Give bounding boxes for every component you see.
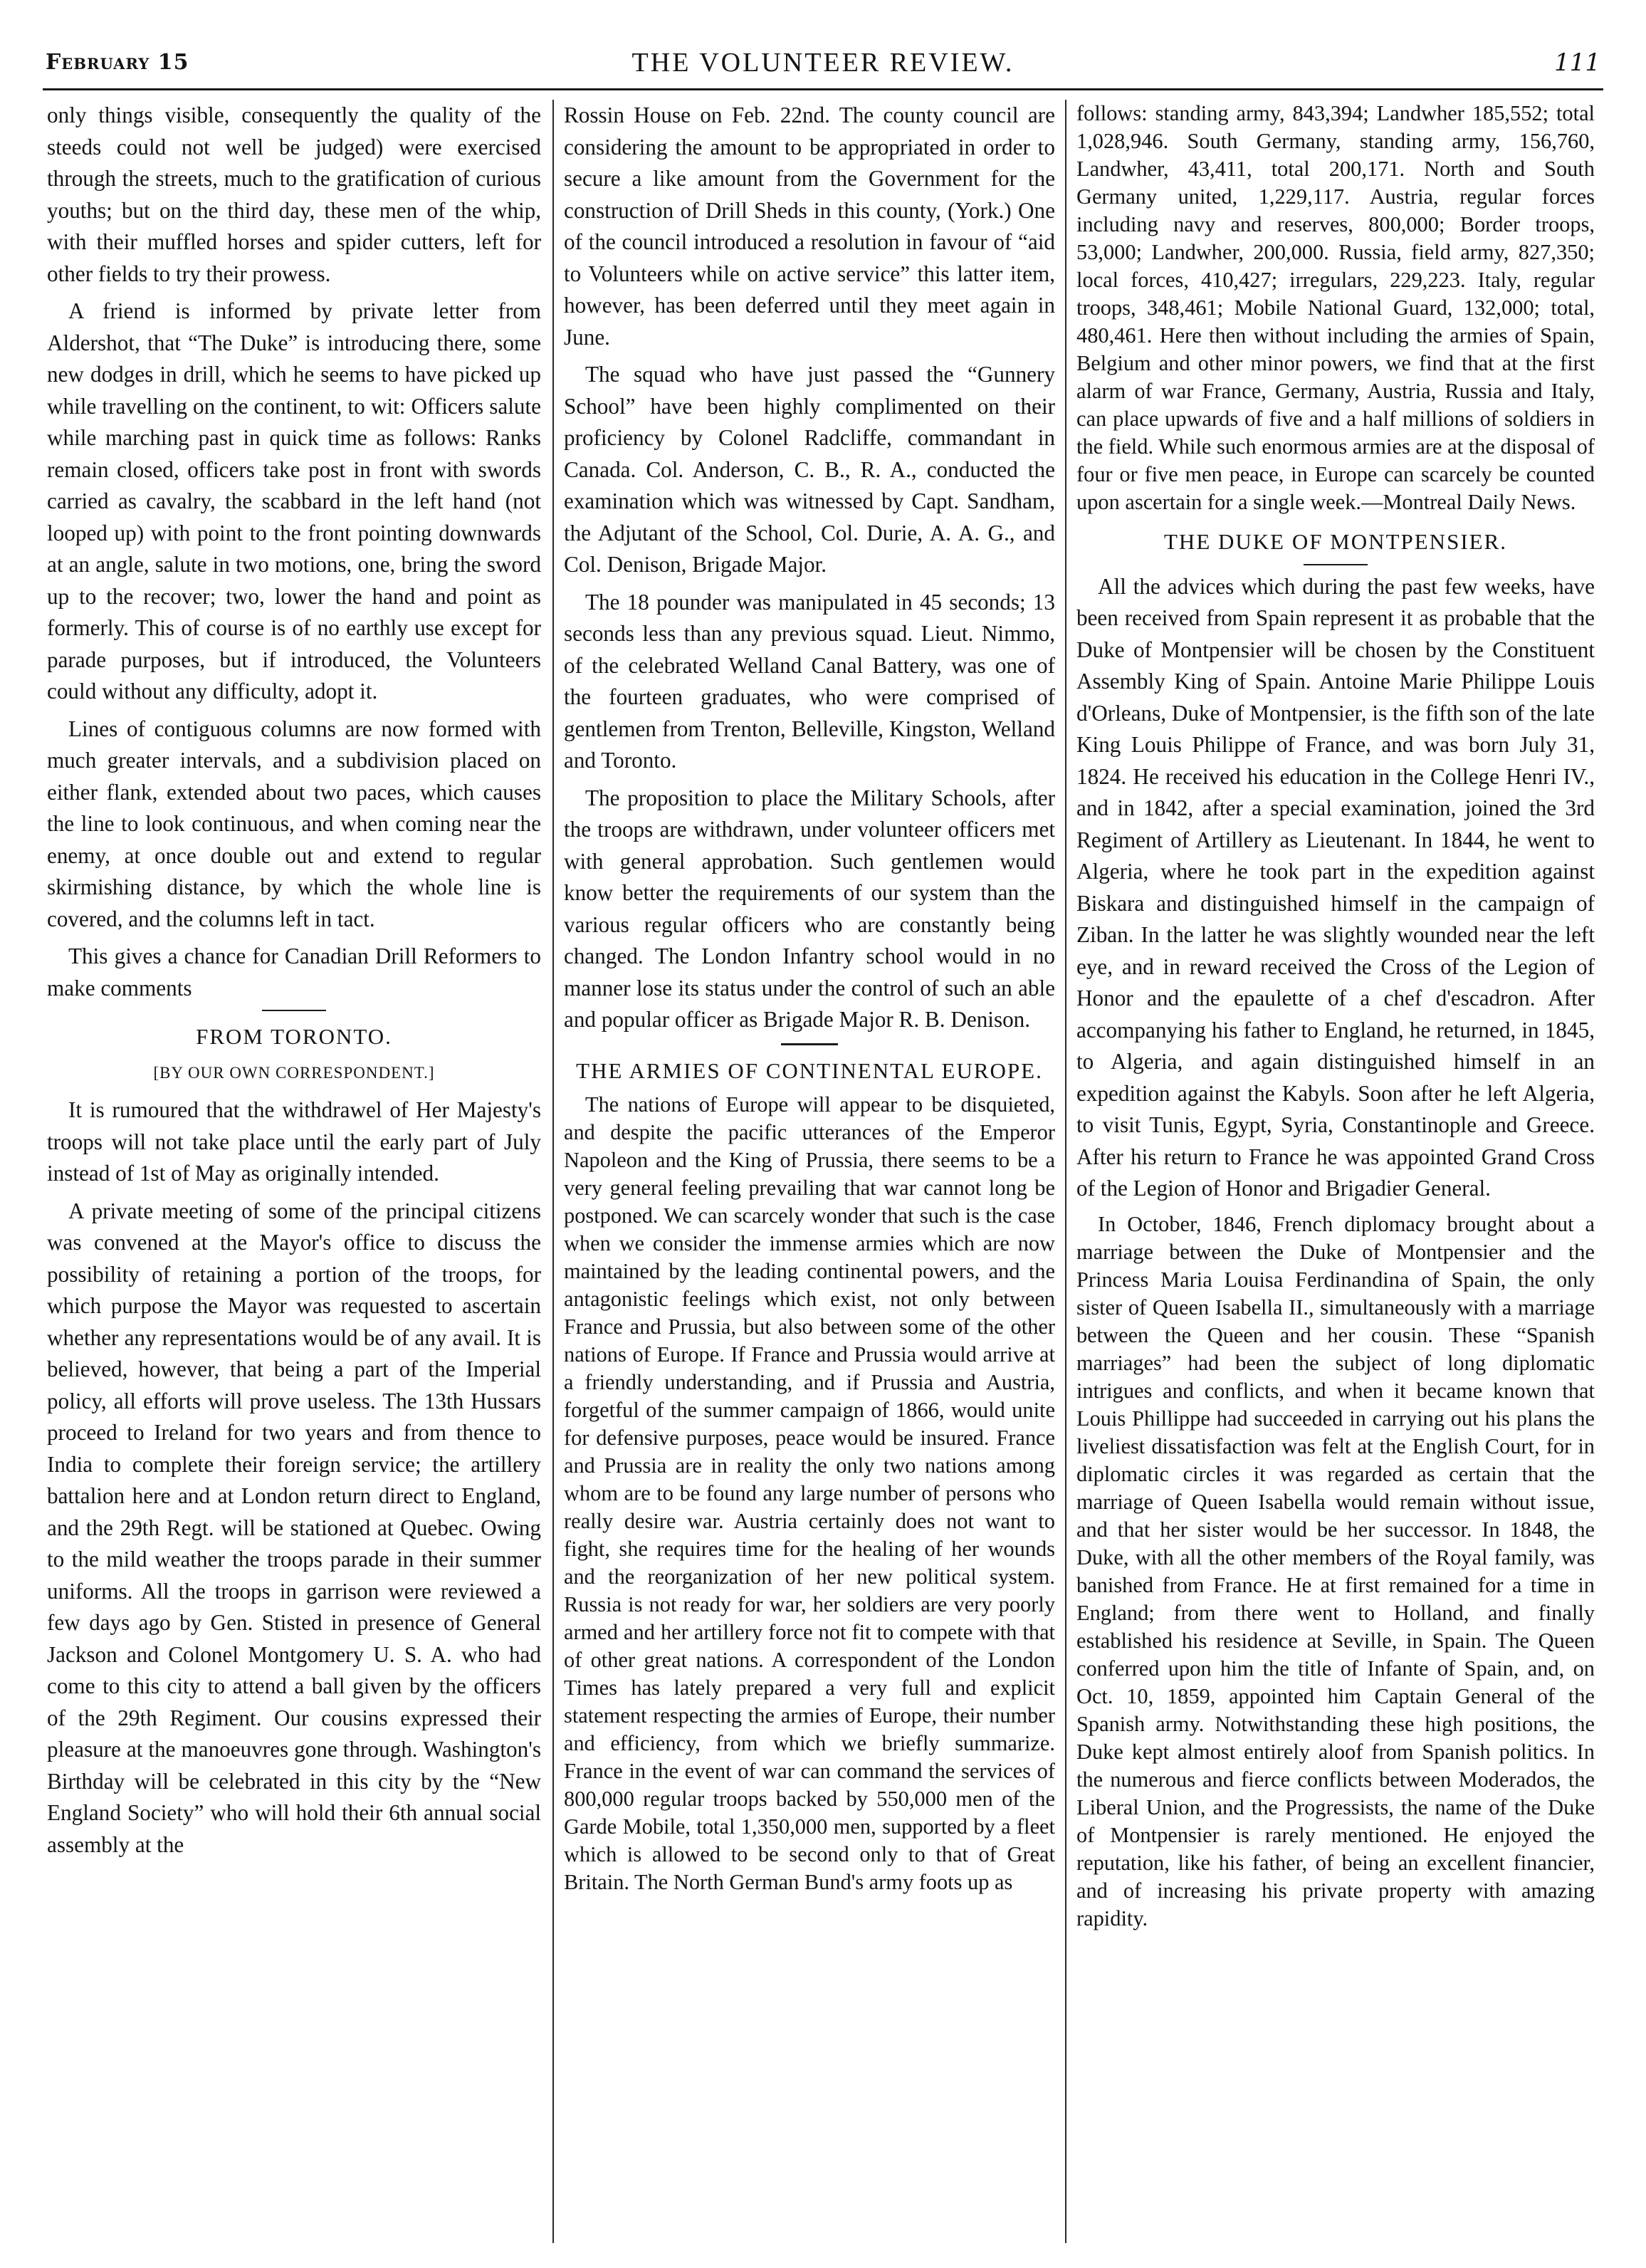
section-title-armies: THE ARMIES OF CONTINENTAL EUROPE. [576,1057,1043,1083]
article-paragraph: The squad who have just passed the “Gunnery School” have been highly complimented on their proficiency by Colonel Radcliffe, commandant in Canada. Col. Anderson, C. B., R. A., conducted the examination which was witnessed by Capt. Sandham, the Adjutant of the School, Col. Durie, A. A. G., and Col. Denison, Brigade Major. [564,362,1055,577]
column-2 [564,100,1055,2243]
running-head [43,47,1603,83]
column-1 [47,100,541,2243]
article-paragraph: It is rumoured that the withdrawel of Her Majesty's troops will not take place until the early part of July instead of 1st of May as originally intended. [47,1097,541,1186]
section-title-from-toronto: FROM TORONTO. [196,1024,392,1049]
duke-article-continued [1076,1211,1595,1933]
page-number: 111 [1554,48,1600,77]
article-paragraph: The proposition to place the Military Schools, after the troops are withdrawn, under volunteer officers met with general approbation. Such gentlemen would know better the requirements of our system than the various regular officers who are constantly being changed. The London Infantry school would in no manner lose its status under the control of such an able and popular officer as Brigade Major R. B. Denison. [564,785,1055,1032]
byline: [BY OUR OWN CORRESPONDENT.] [153,1063,435,1082]
article-paragraph: A private meeting of some of the principal citizens was convened at the Mayor's office to discuss the possibility of retaining a portion of the troops, for which purpose the Mayor was requested to ascertain whether any representations would be of any avail. It is believed, however, that being a part of the Imperial policy, all efforts will prove useless. The 13th Hussars proceed to Ireland for two years and from thence to India to complete their foreign service; the artillery battalion here and at London return direct to England, and the 29th Regt. will be stationed at Quebec. Owing to the mild weather the troops parade in their summer uniforms. All the troops in garrison were reviewed a few days ago by Gen. Stisted in presence of General Jackson and Colonel Montgomery U. S. A. who had come to this city to attend a ball given by the officers of the 29th Regiment. Our cousins expressed their pleasure at the manoeuvres gone through. Washington's Birthday will be celebrated in this city by the “New England Society” who will hold their 6th annual social assembly at the [47,1198,541,1857]
armies-article-continued [1076,100,1595,516]
header-rule [43,88,1603,90]
section-divider [1304,564,1368,565]
column-divider [552,100,554,2243]
section-divider [781,1043,838,1045]
article-paragraph: The nations of Europe will appear to be disquieted, and despite the pacific utterances of the Emperor Napoleon and the King of Prussia, there seems to be a very general feeling prevailing that war cannot long be postponed. We can scarcely wonder that such is the case when we consider the immense armies which are now maintained by the leading continental powers, and the antagonistic feelings which exist, not only between France and Prussia, but also between some of the other nations of Europe. If France and Prussia would arrive at a friendly understanding, and if Prussia and Austria, forgetful of the summer campaign of 1866, would unite for defensive purposes, peace would be insured. France and Prussia are in reality the only two nations among whom are to be found any large number of persons who really desire war. Austria certainly does not want to fight, she requires time for the healing of her wounds and the reorganization of her new political system. Russia is not ready for war, her soldiers are very poorly armed and her artillery force not fit to compete with that of other great nations. A correspondent of the London Times has lately prepared a very full and explicit statement respecting the armies of Europe, their number and efficiency, from which we briefly summarize. France in the event of war can command the services of 800,000 regular troops backed by 550,000 men of the Garde Mobile, total 1,350,000 men, supported by a fleet which is allowed to be second only to that of Great Britain. The North German Bund's army foots up as [564,1092,1055,1894]
publication-title: THE VOLUNTEER REVIEW. [631,48,1015,78]
article-paragraph: All the advices which during the past few weeks, have been received from Spain represent it as probable that the Duke of Montpensier will be chosen by the Constituent Assembly King of Spain. Antoine Marie Philippe Louis d'Orleans, Duke of Montpensier, is the fifth son of the late King Louis Philippe of France, and was born July 31, 1824. He received his education in the College Henri IV., and in 1842, after a special examination, joined the 3rd Regiment of Artillery as Lieutenant. In 1844, he went to Algeria, where he took part in the expedition against Biskara and distinguished himself in the campaign of Ziban. In the latter he was slightly wounded near the left eye, and in reward received the Cross of the Legion of Honor and the epaulette of a chef d'escadron. After accompanying his father to England, he returned, in 1845, to Algeria, and again distinguished himself in an expedition against the Kabyls. Soon after he left Algeria, to visit Tunis, Egypt, Syria, Constantinople and Greece. After his return to France he was appointed Grand Cross of the Legion of Honor and Brigadier General. [1076,573,1595,1201]
article-paragraph: Rossin House on Feb. 22nd. The county council are considering the amount to be appropriated in order to secure a like amount from the Government for the construction of Drill Sheds in this county, (York.) One of the council introduced a resolution in favour of “aid to Volunteers while on active service” this latter item, however, has been deferred until they meet again in June. [564,103,1055,350]
section-title-duke: THE DUKE OF MONTPENSIER. [1164,529,1507,554]
article-paragraph: only things visible, consequently the quality of the steeds could not well be judged) were exercised through the streets, much to the gratification of curious youths; but on the third day, these men of the whip, with their muffled horses and spider cutters, left for other fields to try their prowess. [47,103,541,286]
header-date: February 15 [46,50,189,75]
article-paragraph: follows: standing army, 843,394; Landwher 185,552; total 1,028,946. South Germany, standing army, 156,760, Landwher, 43,411, total 200,171. North and South Germany united, 1,229,117. Austria, regular forces including navy and reserves, 800,000; Border troops, 53,000; Landwher, 200,000. Russia, field army, 827,350; local forces, 410,427; irregulars, 229,223. Italy, regular troops, 348,461; Mobile National Guard, 132,000; total, 480,461. Here then without including the armies of Spain, Belgium and other minor powers, we find that at the first alarm of war France, Germany, Austria, Russia and Italy, can place upwards of five and a half millions of soldiers in the field. While such enormous armies are at the disposal of four or five men peace, in Europe can scarcely be counted upon ascertain for a single week.—Montreal Daily News. [1076,101,1595,514]
article-paragraph: Lines of contiguous columns are now formed with much greater intervals, and a subdivision placed on either flank, extended about two paces, which causes the line to look continuous, and when coming near the enemy, at once double out and extend to regular skirmishing distance, by which the whole line is covered, and the columns left in tact. [47,716,541,931]
armies-article [564,1091,1055,1896]
article-paragraph: The 18 pounder was manipulated in 45 seconds; 13 seconds less than any previous squad. Lieut. Nimmo, of the celebrated Welland Canal Battery, was one of the fourteen graduates, who were comprised of gentlemen from Trenton, Belleville, Kingston, Welland and Toronto. [564,589,1055,773]
article-paragraph: In October, 1846, French diplomacy brought about a marriage between the Duke of Montpensier and the Princess Maria Louisa Ferdinandina of Spain, the only sister of Queen Isabella II., simultaneously with a marriage between the Queen and her cousin. These “Spanish marriages” had been the subject of long diplomatic intrigues and conflicts, and when it became known that Louis Phillippe had succeeded in carrying out his plans the liveliest dissatisfaction was felt at the English Court, for in diplomatic circles it was regarded as certain that the marriage of Queen Isabella would remain without issue, and that her sister would be her successor. In 1848, the Duke, with all the other members of the Royal family, was banished from France. He at first remained for a time in England; from there went to Holland, and finally established his residence at Seville, in Spain. The Queen conferred upon him the title of Infante of Spain, and, on Oct. 10, 1859, appointed him Captain General of the Spanish army. Notwithstanding these high positions, the Duke kept almost entirely aloof from Spanish politics. In the numerous and fierce conflicts between Moderados, the Liberal Union, and the Progressists, the name of the Duke of Montpensier is rarely mentioned. He enjoyed the reputation, like his father, of being an excellent financier, and of increasing his private property with amazing rapidity. [1076,1211,1595,1930]
column-3 [1076,100,1595,2243]
article-paragraph: This gives a chance for Canadian Drill Reformers to make comments [47,944,541,1000]
section-divider [262,1010,326,1011]
column-divider [1065,100,1066,2243]
article-paragraph: A friend is informed by private letter from Aldershot, that “The Duke” is introducing there, some new dodges in drill, which he seems to have picked up while travelling on the continent, to wit: Officers salute while marching past in quick time as follows: Ranks remain closed, officers take post in front with swords carried as cavalry, the scabbard in the left hand (not looped up) with point to the front pointing downwards at an angle, salute in two motions, one, bring the sword up to the recover; two, lower the hand and point as formerly. This of course is of no earthly use except for parade purposes, but if introduced, the Volunteers could without any difficulty, adopt it. [47,298,541,704]
